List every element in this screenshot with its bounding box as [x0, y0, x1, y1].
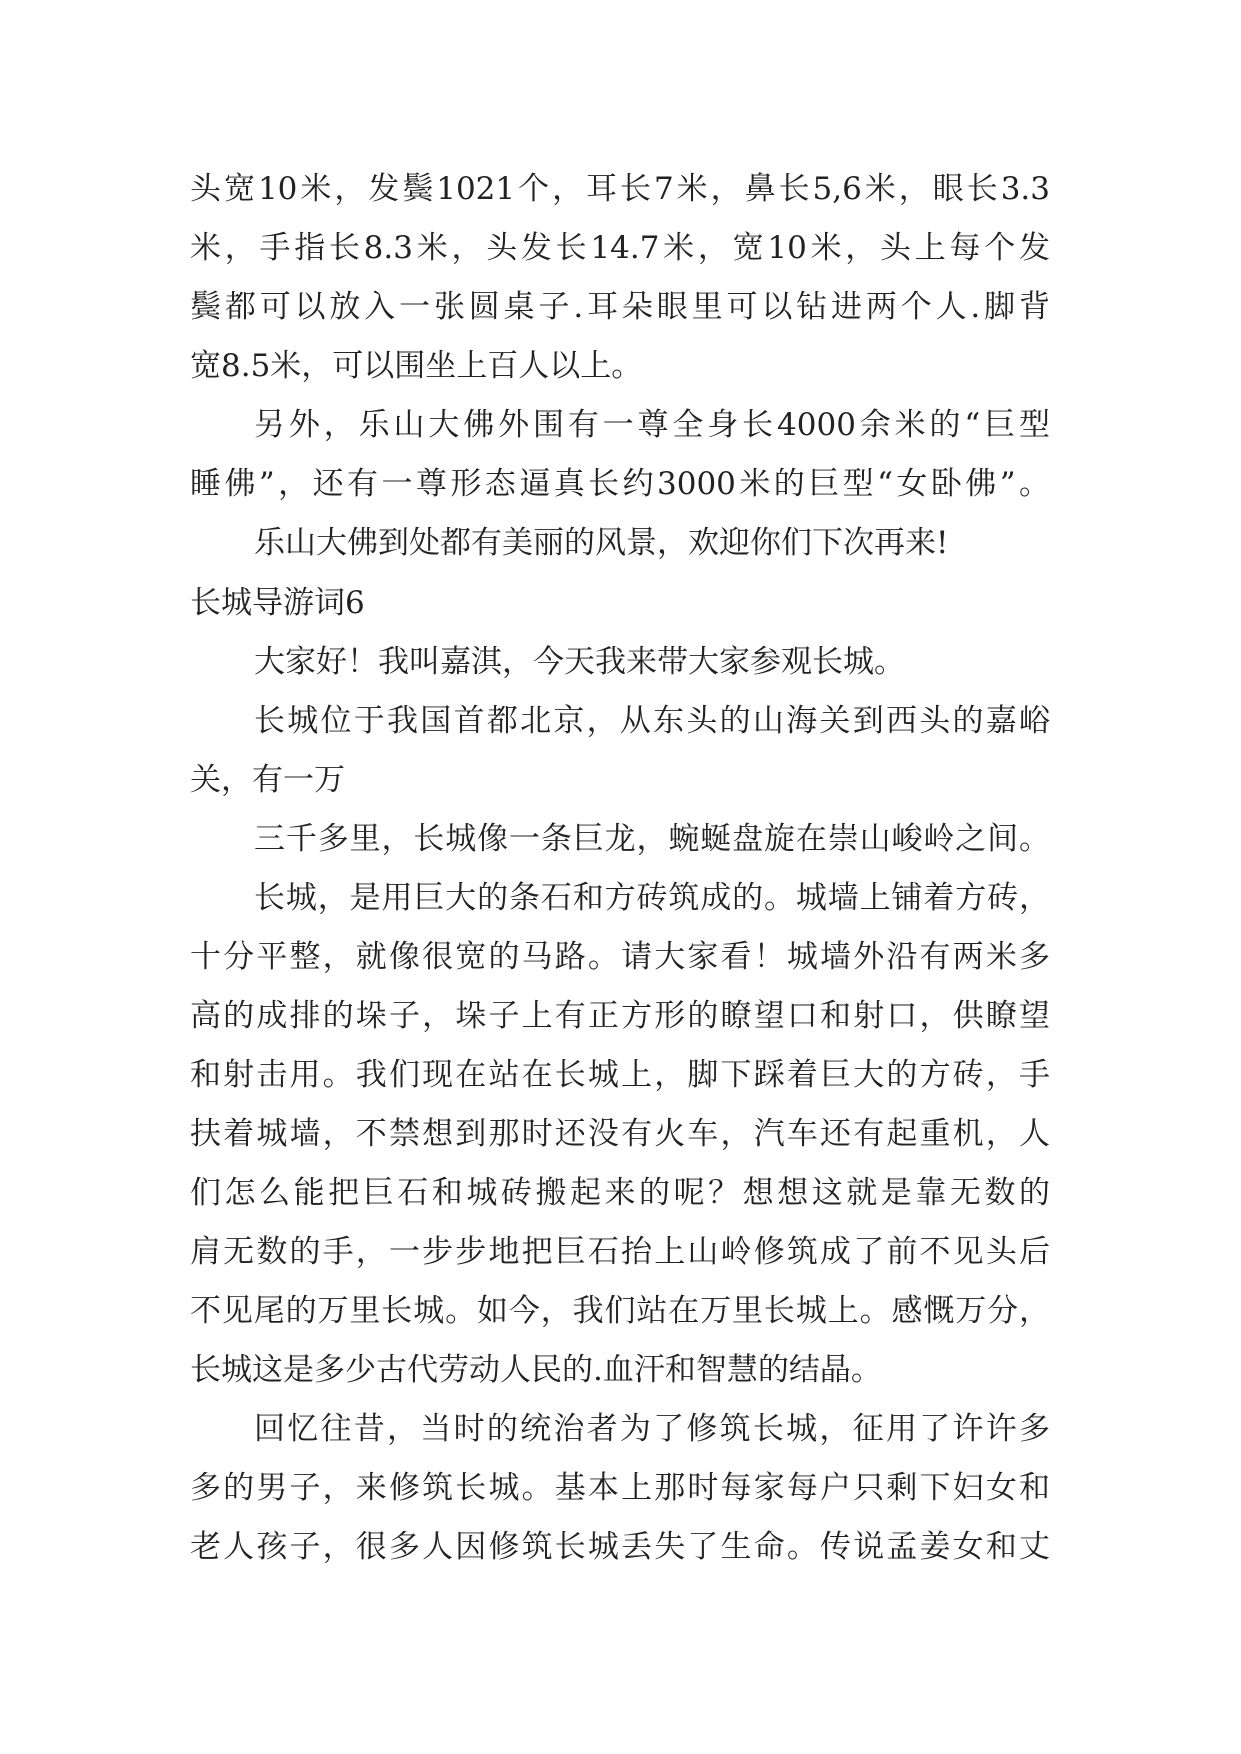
text-line: 和射击用。我们现在站在长城上，脚下踩着巨大的方砖，手 [190, 1057, 1050, 1093]
text-line: 多的男子，来修筑长城。基本上那时每家每户只剩下妇女和 [190, 1470, 1050, 1506]
text-line: 们怎么能把巨石和城砖搬起来的呢？想想这就是靠无数的 [190, 1175, 1050, 1211]
text-line: 肩无数的手，一步步地把巨石抬上山岭修筑成了前不见头后 [190, 1234, 1050, 1270]
text-line: 回忆往昔，当时的统治者为了修筑长城，征用了许许多 [254, 1411, 1050, 1447]
text-line: 宽8.5米，可以围坐上百人以上。 [190, 348, 643, 384]
text-line: 长城位于我国首都北京，从东头的山海关到西头的嘉峪 [254, 703, 1050, 739]
text-line: 睡佛”，还有一尊形态逼真长约3000米的巨型“女卧佛”。 [190, 466, 1050, 502]
text-line: 头宽10米，发鬓1021个，耳长7米，鼻长5,6米，眼长3.3 [190, 171, 1050, 207]
section-heading: 长城导游词6 [190, 585, 365, 621]
text-line: 乐山大佛到处都有美丽的风景，欢迎你们下次再来! [254, 525, 949, 561]
text-line: 长城，是用巨大的条石和方砖筑成的。城墙上铺着方砖， [254, 880, 1050, 916]
text-line: 老人孩子，很多人因修筑长城丢失了生命。传说孟姜女和丈 [190, 1529, 1050, 1565]
text-line: 高的成排的垛子，垛子上有正方形的瞭望口和射口，供瞭望 [190, 998, 1050, 1034]
document-page [190, 160, 1050, 1577]
text-line: 鬓都可以放入一张圆桌子.耳朵眼里可以钻进两个人.脚背 [190, 289, 1050, 325]
text-line: 关，有一万 [190, 762, 345, 798]
text-line: 米，手指长8.3米，头发长14.7米，宽10米，头上每个发 [190, 230, 1050, 266]
text-line: 扶着城墙，不禁想到那时还没有火车，汽车还有起重机，人 [190, 1116, 1050, 1152]
text-line: 另外，乐山大佛外围有一尊全身长4000余米的“巨型 [254, 407, 1050, 443]
text-line: 十分平整，就像很宽的马路。请大家看！城墙外沿有两米多 [190, 939, 1050, 975]
text-line: 三千多里，长城像一条巨龙，蜿蜒盘旋在崇山峻岭之间。 [254, 821, 1050, 857]
text-line: 不见尾的万里长城。如今，我们站在万里长城上。感慨万分， [190, 1293, 1050, 1329]
text-line: 大家好！我叫嘉淇，今天我来带大家参观长城。 [254, 644, 905, 680]
text-line: 长城这是多少古代劳动人民的.血汗和智慧的结晶。 [190, 1352, 882, 1388]
